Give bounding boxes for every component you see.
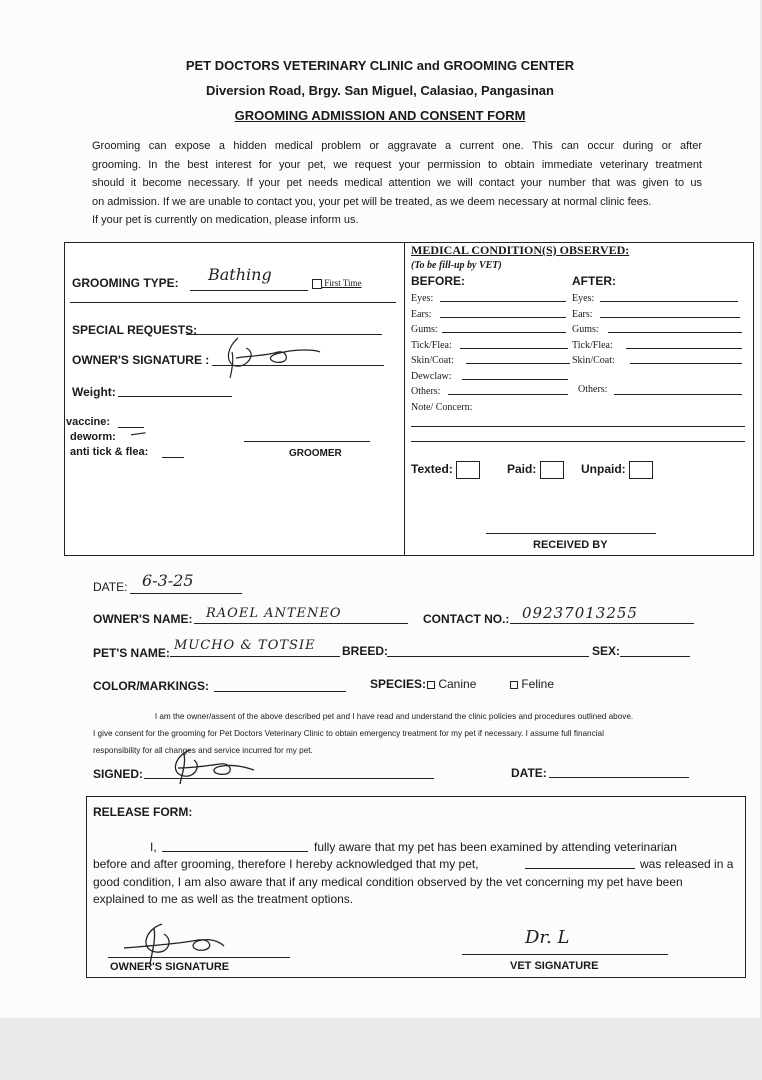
owner-signature-label: OWNER'S SIGNATURE : <box>72 353 210 367</box>
after-label: AFTER: <box>572 274 616 288</box>
canine-option[interactable] <box>427 677 476 691</box>
unpaid-option[interactable] <box>581 461 653 479</box>
clinic-address: Diversion Road, Brgy. San Miguel, Calasiao, Pangasinan <box>206 83 554 98</box>
date-label: DATE: <box>93 580 128 594</box>
texted-box[interactable] <box>456 461 480 479</box>
release-owner-signature-label: OWNER'S SIGNATURE <box>110 961 230 973</box>
groomer-label: GROOMER <box>289 448 342 459</box>
feline-option[interactable] <box>510 677 554 691</box>
after-item: Eyes: <box>572 293 595 304</box>
species-label: SPECIES: <box>370 677 427 691</box>
owner-name-value[interactable]: RAOEL ANTENEO <box>206 606 342 621</box>
contact-label: CONTACT NO.: <box>423 612 510 626</box>
paid-label: Paid: <box>507 462 537 477</box>
color-label: COLOR/MARKINGS: <box>93 679 209 693</box>
unpaid-label: Unpaid: <box>581 462 626 477</box>
release-line1-prefix: I, <box>150 840 157 854</box>
release-line1-suffix: fully aware that my pet has been examined by attending veterinarian <box>314 840 677 854</box>
after-item: Tick/Flea: <box>572 339 613 351</box>
before-item: Skin/Coat: <box>411 355 454 366</box>
after-list <box>572 291 615 369</box>
special-requests-label: SPECIAL REQUESTS: <box>72 323 198 337</box>
vet-signature-label: VET SIGNATURE <box>510 960 599 972</box>
note-label: Note/ Concern: <box>411 401 473 413</box>
after-item: Gums: <box>572 324 599 335</box>
signed-date-label: DATE: <box>511 766 547 780</box>
release-line4: explained to me as well as the treatment options. <box>93 892 354 906</box>
sex-label: SEX: <box>592 644 621 658</box>
paid-option[interactable] <box>507 461 564 479</box>
clinic-name: PET DOCTORS VETERINARY CLINIC and GROOMING CENTER <box>185 58 575 73</box>
consent-line: I give consent for the grooming for Pet Doctors Veterinary Clinic to obtain emergency treatment for my pet if necessary. I assume full financial <box>93 729 604 738</box>
unpaid-box[interactable] <box>629 461 653 479</box>
intro-line: If your pet is currently on medication, please inform us. <box>92 214 359 226</box>
vet-signature-value: Dr. L <box>525 927 570 948</box>
grooming-type-value[interactable]: Bathing <box>208 265 272 284</box>
feline-checkbox[interactable] <box>510 681 518 689</box>
after-item: Skin/Coat: <box>572 355 615 366</box>
intro-line: grooming. In the best interest for your pet, we request your permission to obtain immediate veterinary treatment <box>92 158 702 171</box>
first-time-label: First Time <box>324 278 362 288</box>
texted-label: Texted: <box>411 462 453 477</box>
canine-checkbox[interactable] <box>427 681 435 689</box>
owner-name-label: OWNER'S NAME: <box>93 612 193 626</box>
before-item: Tick/Flea: <box>411 339 452 351</box>
owner-signature-1 <box>216 330 326 385</box>
release-title: RELEASE FORM: <box>93 805 193 819</box>
pet-name-label: PET'S NAME: <box>93 646 170 660</box>
grooming-type-label: GROOMING TYPE: <box>72 276 179 290</box>
canine-label: Canine <box>438 677 477 691</box>
deworm-mark: / <box>129 425 149 442</box>
owner-signature-2 <box>150 744 260 794</box>
texted-option[interactable] <box>411 461 480 479</box>
intro-line: Grooming can expose a hidden medical problem or aggravate a current one. This can occur during or after <box>92 140 702 152</box>
release-line2-prefix: before and after grooming, therefore I hereby acknowledged that my pet, <box>93 857 479 871</box>
paid-box[interactable] <box>540 461 564 479</box>
after-item: Ears: <box>572 308 593 320</box>
consent-line: responsibility for all changes and service incurred for my pet. <box>93 746 313 755</box>
medical-subtitle: (To be fill-up by VET) <box>411 260 502 271</box>
before-item: Gums: <box>411 324 438 335</box>
release-line3: good condition, I am also aware that if any medical condition observed by the vet concerning my pet have been <box>93 875 683 889</box>
table-divider <box>404 242 405 555</box>
before-list <box>411 291 472 415</box>
feline-label: Feline <box>521 677 555 691</box>
intro-paragraph <box>92 137 702 230</box>
before-item: Dewclaw: <box>411 370 452 382</box>
received-by-label: RECEIVED BY <box>533 539 608 551</box>
pet-name-value[interactable]: MUCHO & TOTSIE <box>174 638 316 653</box>
weight-label: Weight: <box>72 385 116 399</box>
anti-tick-label: anti tick & flea: <box>70 446 149 458</box>
before-item: Eyes: <box>411 293 434 304</box>
before-label: BEFORE: <box>411 274 465 288</box>
contact-value[interactable]: 09237013255 <box>522 604 638 622</box>
medical-title: MEDICAL CONDITION(S) OBSERVED: <box>411 243 630 257</box>
intro-line: should it become necessary. If your pet needs medical attention we will contact your number that was given to us <box>92 177 702 189</box>
consent-line: I am the owner/assent of the above described pet and I have read and understand the clinic policies and procedures outlined above. <box>154 712 634 721</box>
first-time-checkbox[interactable] <box>312 278 362 289</box>
deworm-label: deworm: <box>70 431 116 443</box>
first-time-box[interactable] <box>312 279 322 289</box>
release-line2-suffix: was released in a <box>640 857 734 871</box>
before-item: Others: <box>411 386 441 397</box>
after-item-others: Others: <box>578 384 608 395</box>
intro-line: on admission. If we are unable to contact you, your pet will be treated, as we deem necessary at normal clinic fees. <box>92 195 652 208</box>
date-value[interactable]: 6-3-25 <box>142 571 194 590</box>
form-title: GROOMING ADMISSION AND CONSENT FORM <box>234 108 526 123</box>
breed-label: BREED: <box>342 644 389 658</box>
signed-label: SIGNED: <box>93 767 144 781</box>
before-item: Ears: <box>411 308 432 320</box>
vaccine-label: vaccine: <box>66 416 111 428</box>
